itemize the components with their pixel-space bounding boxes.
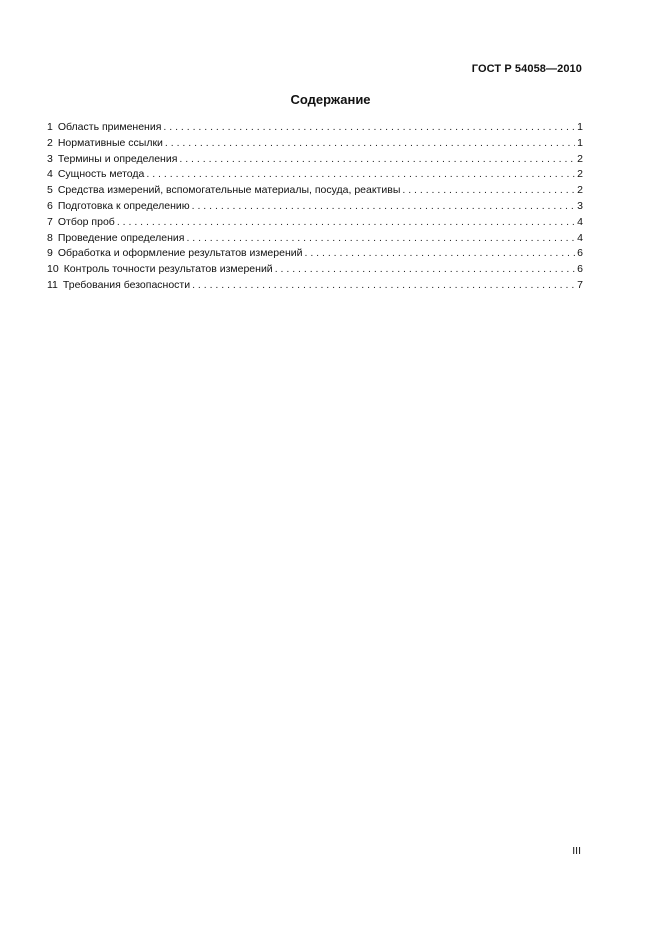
toc-item-title: Термины и определения xyxy=(57,152,178,165)
toc-leader-dots xyxy=(186,231,575,247)
toc-item-page: 6 xyxy=(577,263,583,276)
toc-item-page: 4 xyxy=(577,231,583,244)
toc-item-number: 11 xyxy=(47,278,58,291)
toc-item-title: Сущность метода xyxy=(57,168,145,181)
toc-item-number: 1 xyxy=(47,121,53,133)
toc-leader-dots xyxy=(304,246,575,262)
toc-item-page: 4 xyxy=(577,215,583,228)
toc-leader-dots xyxy=(275,262,575,278)
toc-item-page: 7 xyxy=(577,278,583,291)
toc-item-page: 1 xyxy=(577,121,583,133)
toc-item-page: 2 xyxy=(577,168,583,181)
toc-leader-dots xyxy=(179,152,575,168)
page-number: III xyxy=(572,845,581,857)
toc-item-title: Обработка и оформление результатов измерений xyxy=(57,247,303,260)
toc-item-page: 2 xyxy=(577,184,583,197)
toc-item[interactable] xyxy=(47,199,583,215)
toc-item[interactable] xyxy=(47,183,583,199)
toc-item-title: Требования безопасности xyxy=(62,278,191,291)
toc-item-title: Нормативные ссылки xyxy=(57,136,163,149)
toc-item-title: Контроль точности результатов измерений xyxy=(63,263,273,276)
table-of-contents xyxy=(47,120,583,294)
toc-item-number: 6 xyxy=(47,199,53,212)
toc-item-number: 8 xyxy=(47,231,53,244)
toc-leader-dots xyxy=(192,199,576,215)
toc-title: Содержание xyxy=(290,92,371,107)
toc-item-page: 6 xyxy=(577,247,583,260)
toc-leader-dots xyxy=(192,278,575,294)
toc-item-title: Средства измерений, вспомогательные материалы, посуда, реактивы xyxy=(57,184,401,197)
toc-item-number: 5 xyxy=(47,184,53,197)
toc-leader-dots xyxy=(117,215,575,231)
toc-item[interactable] xyxy=(47,278,583,294)
toc-item-title: Проведение определения xyxy=(57,231,185,244)
toc-leader-dots xyxy=(165,136,575,152)
toc-leader-dots xyxy=(402,183,575,199)
toc-item-number: 4 xyxy=(47,168,53,181)
toc-item-number: 10 xyxy=(47,263,59,276)
toc-item-page: 3 xyxy=(577,199,583,212)
toc-item[interactable] xyxy=(47,231,583,247)
toc-item[interactable] xyxy=(47,246,583,262)
toc-item-number: 9 xyxy=(47,247,53,260)
toc-item[interactable] xyxy=(47,120,583,136)
toc-item-number: 3 xyxy=(47,152,53,165)
toc-item-title: Область применения xyxy=(57,121,162,133)
toc-leader-dots xyxy=(163,120,575,136)
toc-item-number: 2 xyxy=(47,136,53,149)
toc-item[interactable] xyxy=(47,215,583,231)
toc-item-title: Подготовка к определению xyxy=(57,199,190,212)
toc-item-title: Отбор проб xyxy=(57,215,115,228)
toc-item[interactable] xyxy=(47,262,583,278)
document-code: ГОСТ Р 54058—2010 xyxy=(471,63,582,75)
toc-item-page: 2 xyxy=(577,152,583,165)
toc-item[interactable] xyxy=(47,167,583,183)
toc-item[interactable] xyxy=(47,152,583,168)
toc-item[interactable] xyxy=(47,136,583,152)
toc-item-number: 7 xyxy=(47,215,53,228)
toc-leader-dots xyxy=(146,167,575,183)
toc-item-page: 1 xyxy=(577,136,583,149)
